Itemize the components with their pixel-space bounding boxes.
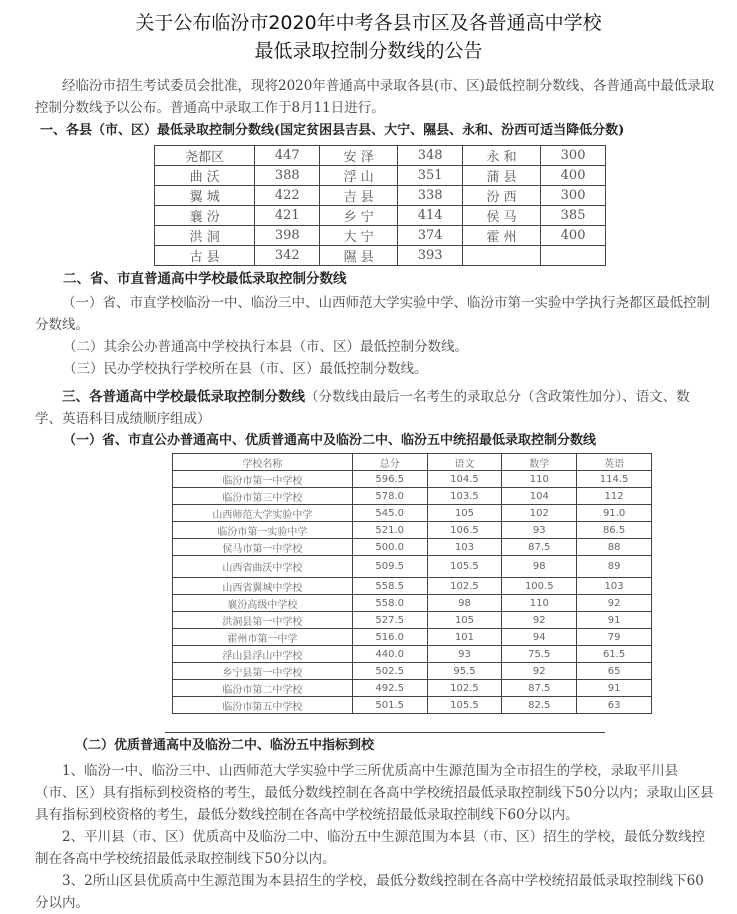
county-score: 338 <box>398 186 463 206</box>
county-name: 安 泽 <box>320 146 398 166</box>
county-name: 侯 马 <box>463 206 541 226</box>
section2-item-2: （二）其余公办普通高中学校执行本县（市、区）最低控制分数线。 <box>63 339 468 355</box>
county-score: 300 <box>541 146 606 166</box>
score-cell: 509.5 <box>352 556 427 578</box>
column-header: 数学 <box>502 454 577 471</box>
county-name: 乡 宁 <box>320 206 398 226</box>
score-cell: 92 <box>577 595 652 612</box>
score-cell: 104 <box>502 488 577 505</box>
table-row <box>173 697 652 714</box>
table-row <box>173 663 652 680</box>
score-cell: 88 <box>577 539 652 556</box>
county-score: 385 <box>541 206 606 226</box>
score-cell: 105 <box>427 505 502 522</box>
county-name: 霍 州 <box>463 226 541 246</box>
county-score-table <box>154 145 606 266</box>
score-cell: 65 <box>577 663 652 680</box>
title-line-2: 最低录取控制分数线的公告 <box>254 40 483 62</box>
county-name: 曲 沃 <box>155 166 255 186</box>
score-cell: 102.5 <box>427 680 502 697</box>
school-name: 山西省翼城中学校 <box>173 578 353 595</box>
score-cell: 110 <box>502 595 577 612</box>
score-cell: 89 <box>577 556 652 578</box>
score-cell: 578.0 <box>352 488 427 505</box>
score-cell: 110 <box>502 471 577 488</box>
county-score: 398 <box>255 226 320 246</box>
column-header: 英语 <box>577 454 652 471</box>
table-row <box>173 578 652 595</box>
county-name: 大 宁 <box>320 226 398 246</box>
score-cell: 98 <box>427 595 502 612</box>
score-cell: 102 <box>502 505 577 522</box>
title-line-1: 关于公布临汾市2020年中考各县市区及各普通高中学校 <box>135 12 602 34</box>
column-header: 总分 <box>352 454 427 471</box>
school-score-table <box>172 453 652 714</box>
score-cell: 91 <box>577 612 652 629</box>
school-name: 临汾市第五中学校 <box>173 697 353 714</box>
score-cell: 63 <box>577 697 652 714</box>
section3-heading: 三、各普通高中学校最低录取控制分数线 <box>62 389 305 405</box>
county-name: 翼 城 <box>155 186 255 206</box>
score-cell: 86.5 <box>577 522 652 539</box>
score-cell: 92 <box>502 663 577 680</box>
county-row <box>155 226 606 246</box>
county-score: 393 <box>398 246 463 266</box>
school-name: 山西师范大学实验中学 <box>173 505 353 522</box>
score-cell: 93 <box>427 646 502 663</box>
score-cell: 101 <box>427 629 502 646</box>
table-row <box>173 539 652 556</box>
score-cell: 545.0 <box>352 505 427 522</box>
score-cell: 100.5 <box>502 578 577 595</box>
score-cell: 502.5 <box>352 663 427 680</box>
score-cell: 558.5 <box>352 578 427 595</box>
score-cell: 492.5 <box>352 680 427 697</box>
section2-item-3: （三）民办学校执行学校所在县（市、区）最低控制分数线。 <box>63 361 428 377</box>
score-cell: 79 <box>577 629 652 646</box>
score-cell: 105 <box>427 612 502 629</box>
table-row <box>173 595 652 612</box>
score-cell: 104.5 <box>427 471 502 488</box>
score-cell: 114.5 <box>577 471 652 488</box>
county-score: 400 <box>541 226 606 246</box>
score-cell: 95.5 <box>427 663 502 680</box>
county-name: 浮 山 <box>320 166 398 186</box>
county-score: 422 <box>255 186 320 206</box>
county-score: 400 <box>541 166 606 186</box>
table-row <box>173 612 652 629</box>
county-row <box>155 186 606 206</box>
county-name: 永 和 <box>463 146 541 166</box>
county-score: 348 <box>398 146 463 166</box>
table-row <box>173 522 652 539</box>
score-cell: 527.5 <box>352 612 427 629</box>
section2-item-1: （一）省、市直学校临汾一中、临汾三中、山西师范大学实验中学、临汾市第一实验中学执行尧都区最低控制分数线。 <box>35 295 710 333</box>
divider <box>165 732 605 733</box>
school-name: 临汾市第二中学校 <box>173 680 353 697</box>
county-row <box>155 206 606 226</box>
score-cell: 105.5 <box>427 697 502 714</box>
score-cell: 91.0 <box>577 505 652 522</box>
county-score: 447 <box>255 146 320 166</box>
county-score: 374 <box>398 226 463 246</box>
section1-heading: 一、各县（市、区）最低录取控制分数线(国定贫困县吉县、大宁、隰县、永和、汾西可适当降低分数) <box>40 123 625 138</box>
county-name: 古 县 <box>155 246 255 266</box>
score-cell: 106.5 <box>427 522 502 539</box>
school-name: 临汾市第三中学校 <box>173 488 353 505</box>
school-name: 浮山县浮山中学校 <box>173 646 353 663</box>
county-name: 洪 洞 <box>155 226 255 246</box>
county-score: 388 <box>255 166 320 186</box>
county-name: 吉 县 <box>320 186 398 206</box>
county-name: 尧都区 <box>155 146 255 166</box>
county-name: 襄 汾 <box>155 206 255 226</box>
score-cell: 103 <box>577 578 652 595</box>
score-cell: 103.5 <box>427 488 502 505</box>
school-name: 山西省曲沃中学校 <box>173 556 353 578</box>
school-name: 霍州市第一中学 <box>173 629 353 646</box>
score-cell: 82.5 <box>502 697 577 714</box>
score-cell: 98 <box>502 556 577 578</box>
county-score: 421 <box>255 206 320 226</box>
county-name: 隰 县 <box>320 246 398 266</box>
intro-paragraph: 经临汾市招生考试委员会批准，现将2020年普通高中录取各县(市、区)最低控制分数线、各普通高中最低录取控制分数线予以公布。普通高中录取工作于8月11日进行。 <box>35 78 715 116</box>
section3-sub2-heading: （二）优质普通高中及临汾二中、临汾五中指标到校 <box>75 738 375 753</box>
score-cell: 105.5 <box>427 556 502 578</box>
county-row <box>155 146 606 166</box>
table-row <box>173 488 652 505</box>
school-name: 襄汾高级中学校 <box>173 595 353 612</box>
county-name: 蒲 县 <box>463 166 541 186</box>
score-cell: 92 <box>502 612 577 629</box>
column-header: 语文 <box>427 454 502 471</box>
section3-para-2: 2、平川县（市、区）优质高中及临汾二中、临汾五中生源范围为本县（市、区）招生的学校，最低分数线控制在各高中学校统招最低录取控制线下50分以内。 <box>35 829 706 867</box>
score-cell: 501.5 <box>352 697 427 714</box>
county-score <box>541 246 606 266</box>
section2-heading: 二、省、市直普通高中学校最低录取控制分数线 <box>63 271 347 287</box>
table-row <box>173 680 652 697</box>
table-row <box>173 646 652 663</box>
school-name: 临汾市第一实验中学 <box>173 522 353 539</box>
county-score: 351 <box>398 166 463 186</box>
score-cell: 87.5 <box>502 680 577 697</box>
score-cell: 440.0 <box>352 646 427 663</box>
school-name: 侯马市第一中学校 <box>173 539 353 556</box>
county-score: 300 <box>541 186 606 206</box>
score-cell: 500.0 <box>352 539 427 556</box>
section3-para-3: 3、2所山区县优质高中生源范围为本县招生的学校，最低分数线控制在各高中学校统招最低录取控制线下60分以内。 <box>35 873 704 911</box>
section3-heading-block <box>35 386 715 430</box>
score-cell: 103 <box>427 539 502 556</box>
county-score: 342 <box>255 246 320 266</box>
county-row <box>155 166 606 186</box>
score-cell: 558.0 <box>352 595 427 612</box>
score-cell: 94 <box>502 629 577 646</box>
table-row <box>173 556 652 578</box>
score-cell: 112 <box>577 488 652 505</box>
county-name: 汾 西 <box>463 186 541 206</box>
score-cell: 91 <box>577 680 652 697</box>
score-cell: 93 <box>502 522 577 539</box>
table-row <box>173 629 652 646</box>
school-name: 洪洞县第一中学校 <box>173 612 353 629</box>
column-header: 学校名称 <box>173 454 353 471</box>
score-cell: 61.5 <box>577 646 652 663</box>
score-cell: 596.5 <box>352 471 427 488</box>
county-name <box>463 246 541 266</box>
score-cell: 87.5 <box>502 539 577 556</box>
section3-heading-note: （分数线由最后一名考生的录取总分（含政策性加分）、语文、数学、英语科目成绩顺序组成） <box>35 389 690 427</box>
table-row <box>173 505 652 522</box>
table-row <box>173 471 652 488</box>
section3-sub1-heading: （一）省、市直公办普通高中、优质普通高中及临汾二中、临汾五中统招最低录取控制分数线 <box>63 433 597 448</box>
score-cell: 102.5 <box>427 578 502 595</box>
score-cell: 516.0 <box>352 629 427 646</box>
score-cell: 521.0 <box>352 522 427 539</box>
school-name: 乡宁县第一中学校 <box>173 663 353 680</box>
school-name: 临汾市第一中学校 <box>173 471 353 488</box>
county-row <box>155 246 606 266</box>
county-score: 414 <box>398 206 463 226</box>
score-cell: 75.5 <box>502 646 577 663</box>
section3-para-1: 1、临汾一中、临汾三中、山西师范大学实验中学三所优质高中生源范围为全市招生的学校，录取平川县（市、区）具有指标到校资格的考生，最低分数线控制在各高中学校统招最低录取控制线下50分以内；录取山区县具有指标到校资格的考生，最低分数线控制在各高中学校统招最低录取控制线下60分以内。 <box>35 763 714 823</box>
